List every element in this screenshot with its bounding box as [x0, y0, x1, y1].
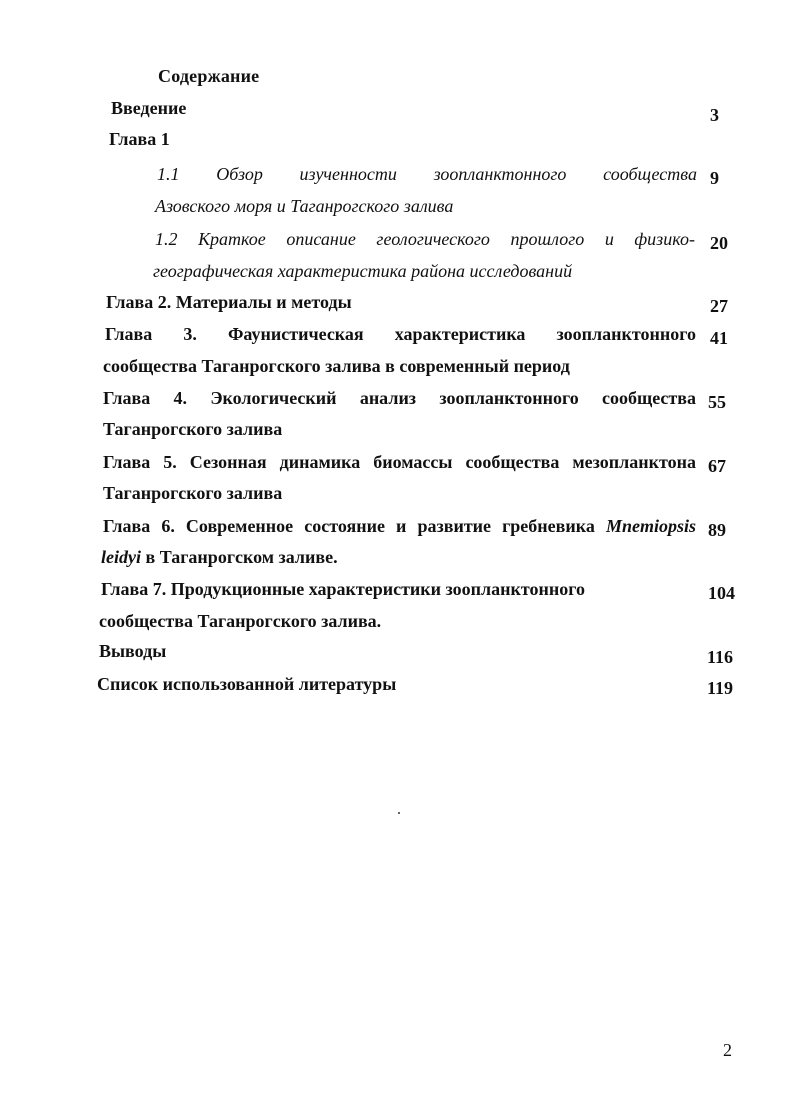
toc-chapter5-line2: Таганрогского залива: [103, 483, 283, 503]
word: физико-: [634, 229, 695, 249]
word: 4.: [173, 388, 188, 408]
word: зоопланктонного: [556, 324, 696, 344]
word: мезопланктона: [572, 452, 696, 472]
word: Глава: [103, 516, 151, 536]
toc-section-1-1-page: 9: [710, 168, 719, 188]
word: Сезонная: [189, 452, 267, 472]
word: 6.: [161, 516, 175, 536]
species-name-genus: Mnemiopsis: [605, 516, 696, 536]
toc-chapter3-line1: [105, 323, 696, 345]
toc-chapter6-line2-rest: в Таганрогском заливе.: [140, 547, 338, 567]
word: Экологический: [210, 388, 337, 408]
toc-conclusions-page: 116: [707, 647, 734, 667]
toc-heading: Содержание: [158, 66, 260, 86]
word: Фаунистическая: [227, 324, 364, 344]
word: анализ: [359, 388, 417, 408]
species-name-epithet: leidyi: [101, 547, 141, 567]
toc-intro-label: Введение: [111, 98, 187, 118]
toc-chapter4-line1: [103, 387, 696, 409]
scan-speck: [398, 812, 400, 814]
toc-chapter7-page: 104: [708, 583, 735, 603]
toc-section-1-2-page: 20: [710, 233, 728, 253]
word: и: [396, 516, 407, 536]
word: и: [604, 229, 614, 249]
page-number: 2: [723, 1040, 732, 1060]
word: 1.2: [155, 229, 178, 249]
toc-references-page: 119: [707, 678, 734, 698]
toc-chapter2-label: Глава 2. Материалы и методы: [106, 292, 352, 312]
word: биомассы: [373, 452, 453, 472]
word: 5.: [163, 452, 177, 472]
word: изученности: [299, 164, 397, 184]
word: Современное: [185, 516, 294, 536]
word: гребневика: [502, 516, 595, 536]
word: 3.: [183, 324, 197, 344]
word: геологического: [376, 229, 490, 249]
toc-chapter4-line2: Таганрогского залива: [103, 419, 283, 439]
word: сообщества: [603, 164, 697, 184]
toc-chapter5-page: 67: [708, 456, 726, 476]
toc-chapter6-line1: [103, 515, 696, 537]
word: Глава: [105, 324, 153, 344]
word: динамика: [279, 452, 361, 472]
word: прошлого: [510, 229, 585, 249]
word: зоопланктонного: [439, 388, 579, 408]
toc-section-1-2-line2: географическая характеристика района исследований: [153, 261, 573, 281]
toc-chapter3-page: 41: [710, 328, 728, 348]
toc-conclusions-label: Выводы: [99, 641, 167, 661]
word: Краткое: [198, 229, 266, 249]
word: сообщества: [465, 452, 560, 472]
toc-chapter7-line1: Глава 7. Продукционные характеристики зоопланктонного: [101, 579, 585, 599]
toc-chapter3-line2: сообщества Таганрогского залива в современный период: [103, 356, 570, 376]
toc-references-label: Список использованной литературы: [97, 674, 397, 694]
toc-section-1-1-line1: [157, 163, 697, 185]
toc-chapter5-line1: [103, 451, 696, 473]
word: Глава: [103, 452, 151, 472]
word: Глава: [103, 388, 151, 408]
word: развитие: [417, 516, 492, 536]
toc-chapter6-page: 89: [708, 520, 726, 540]
toc-section-1-1-line2: Азовского моря и Таганрогского залива: [155, 196, 454, 216]
word: описание: [286, 229, 356, 249]
toc-intro-page: 3: [710, 105, 719, 125]
word: сообщества: [602, 388, 696, 408]
toc-chapter1-label: Глава 1: [109, 129, 170, 149]
word: состояние: [304, 516, 385, 536]
word: характеристика: [394, 324, 526, 344]
word: зоопланктонного: [433, 164, 567, 184]
toc-chapter6-line2: [101, 546, 338, 568]
toc-section-1-2-line1: [155, 228, 695, 250]
word: 1.1: [157, 164, 180, 184]
toc-chapter7-line2: сообщества Таганрогского залива.: [99, 611, 382, 631]
word: Обзор: [216, 164, 263, 184]
toc-chapter4-page: 55: [708, 392, 726, 412]
toc-chapter2-page: 27: [710, 296, 728, 316]
